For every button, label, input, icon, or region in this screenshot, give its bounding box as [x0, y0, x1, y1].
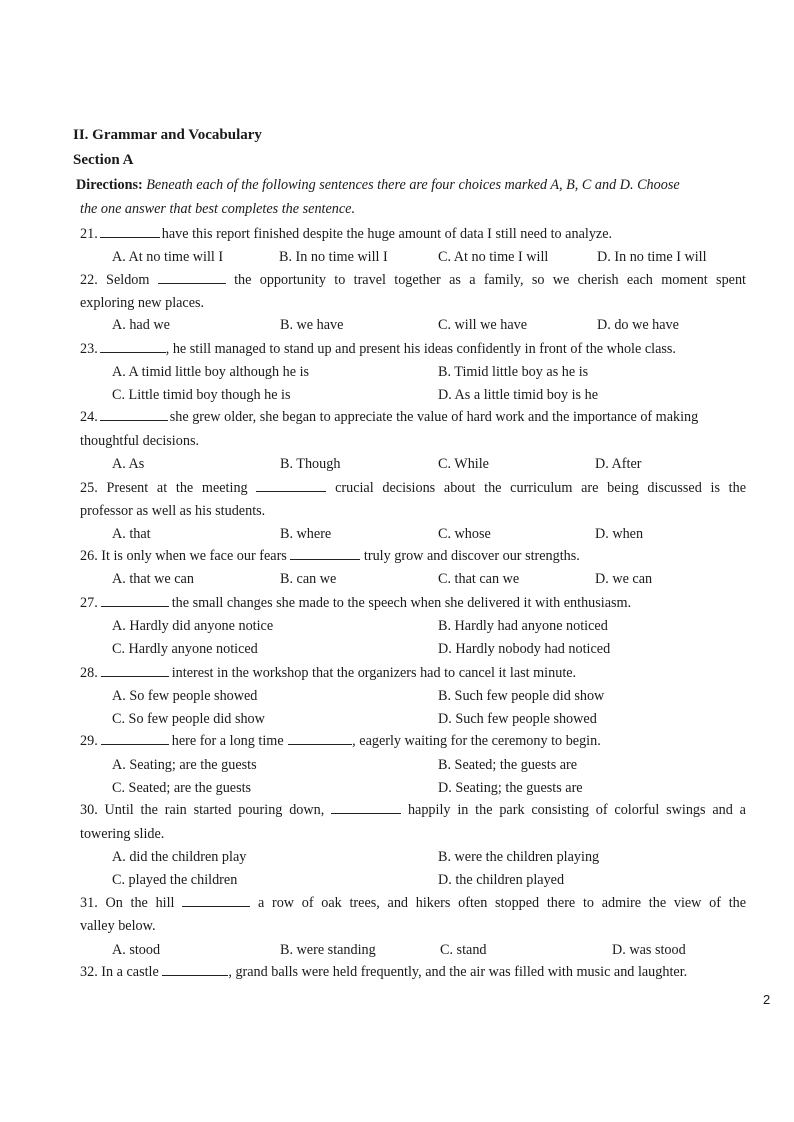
- option-25-c[interactable]: C. whose: [438, 526, 491, 542]
- section-subheading: Section A: [73, 152, 134, 168]
- answer-blank[interactable]: [288, 732, 352, 745]
- question-29: 29. here for a long time , eagerly waiting for the ceremony to begin.: [80, 733, 601, 749]
- option-30-b[interactable]: B. were the children playing: [438, 849, 600, 865]
- section-heading: II. Grammar and Vocabulary: [73, 127, 262, 143]
- option-25-b[interactable]: B. where: [280, 526, 332, 542]
- question-24: 24. she grew older, she began to appreciate the value of hard work and the importance of making: [80, 409, 699, 425]
- question-30-continued: towering slide.: [80, 826, 165, 842]
- option-21-a[interactable]: A. At no time will I: [112, 249, 224, 265]
- question-22-continued: exploring new places.: [80, 295, 205, 311]
- question-31: 31. On the hill a row of oak trees, and hikers often stopped there to admire the view of the: [80, 895, 747, 911]
- option-27-c[interactable]: C. Hardly anyone noticed: [112, 641, 258, 657]
- question-24-continued: thoughtful decisions.: [80, 433, 200, 449]
- option-27-b[interactable]: B. Hardly had anyone noticed: [438, 618, 608, 634]
- option-27-d[interactable]: D. Hardly nobody had noticed: [438, 641, 611, 657]
- option-31-c[interactable]: C. stand: [440, 942, 487, 958]
- answer-blank[interactable]: [101, 594, 169, 607]
- option-31-b[interactable]: B. were standing: [280, 942, 376, 958]
- question-28: 28. interest in the workshop that the organizers had to cancel it last minute.: [80, 665, 577, 681]
- option-28-d[interactable]: D. Such few people showed: [438, 711, 597, 727]
- option-25-d[interactable]: D. when: [595, 526, 644, 542]
- option-21-d[interactable]: D. In no time I will: [597, 249, 707, 265]
- option-24-b[interactable]: B. Though: [280, 456, 341, 472]
- option-22-c[interactable]: C. will we have: [438, 317, 528, 333]
- question-31-continued: valley below.: [80, 918, 156, 934]
- answer-blank[interactable]: [101, 732, 169, 745]
- option-28-c[interactable]: C. So few people did show: [112, 711, 265, 727]
- option-29-d[interactable]: D. Seating; the guests are: [438, 780, 583, 796]
- option-22-d[interactable]: D. do we have: [597, 317, 679, 333]
- directions-line-2: the one answer that best completes the sentence.: [80, 201, 356, 217]
- answer-blank[interactable]: [182, 894, 250, 907]
- option-22-a[interactable]: A. had we: [112, 317, 170, 333]
- option-28-b[interactable]: B. Such few people did show: [438, 688, 605, 704]
- answer-blank[interactable]: [100, 408, 168, 421]
- question-32: 32. In a castle , grand balls were held frequently, and the air was filled with music and laughter.: [80, 964, 688, 980]
- option-24-c[interactable]: C. While: [438, 456, 489, 472]
- option-24-d[interactable]: D. After: [595, 456, 642, 472]
- option-28-a[interactable]: A. So few people showed: [112, 688, 258, 704]
- answer-blank[interactable]: [158, 271, 226, 284]
- option-23-d[interactable]: D. As a little timid boy is he: [438, 387, 598, 403]
- option-25-a[interactable]: A. that: [112, 526, 151, 542]
- option-23-c[interactable]: C. Little timid boy though he is: [112, 387, 291, 403]
- option-29-b[interactable]: B. Seated; the guests are: [438, 757, 578, 773]
- question-26: 26. It is only when we face our fears truly grow and discover our strengths.: [80, 548, 580, 564]
- option-22-b[interactable]: B. we have: [280, 317, 344, 333]
- answer-blank[interactable]: [256, 479, 326, 492]
- option-21-b[interactable]: B. In no time will I: [279, 249, 388, 265]
- answer-blank[interactable]: [100, 340, 166, 353]
- option-31-a[interactable]: A. stood: [112, 942, 161, 958]
- question-22: 22. Seldom the opportunity to travel together as a family, so we cherish each moment spent: [80, 272, 747, 288]
- directions-label: Directions:: [76, 177, 143, 193]
- option-31-d[interactable]: D. was stood: [612, 942, 686, 958]
- answer-blank[interactable]: [100, 225, 160, 238]
- directions-text-1: Beneath each of the following sentences there are four choices marked A, B, C and D. Choose: [146, 177, 680, 193]
- question-25: 25. Present at the meeting crucial decisions about the curriculum are being discussed is the: [80, 480, 747, 496]
- directions-line-1: [76, 176, 680, 194]
- question-21: 21. have this report finished despite the huge amount of data I still need to analyze.: [80, 226, 613, 242]
- answer-blank[interactable]: [290, 547, 360, 560]
- page-number: 2: [763, 992, 771, 1007]
- question-27: 27. the small changes she made to the speech when she delivered it with enthusiasm.: [80, 595, 632, 611]
- option-26-a[interactable]: A. that we can: [112, 571, 194, 587]
- option-26-b[interactable]: B. can we: [280, 571, 337, 587]
- question-23: 23. , he still managed to stand up and present his ideas confidently in front of the whole class.: [80, 341, 676, 357]
- option-26-d[interactable]: D. we can: [595, 571, 653, 587]
- option-24-a[interactable]: A. As: [112, 456, 145, 472]
- option-23-b[interactable]: B. Timid little boy as he is: [438, 364, 589, 380]
- option-23-a[interactable]: A. A timid little boy although he is: [112, 364, 310, 380]
- answer-blank[interactable]: [331, 801, 401, 814]
- option-26-c[interactable]: C. that can we: [438, 571, 520, 587]
- answer-blank[interactable]: [162, 963, 228, 976]
- option-27-a[interactable]: A. Hardly did anyone notice: [112, 618, 274, 634]
- question-30: 30. Until the rain started pouring down, happily in the park consisting of colorful swings and a: [80, 802, 746, 818]
- option-30-a[interactable]: A. did the children play: [112, 849, 247, 865]
- option-30-d[interactable]: D. the children played: [438, 872, 565, 888]
- option-29-a[interactable]: A. Seating; are the guests: [112, 757, 257, 773]
- option-29-c[interactable]: C. Seated; are the guests: [112, 780, 252, 796]
- question-25-continued: professor as well as his students.: [80, 503, 266, 519]
- option-30-c[interactable]: C. played the children: [112, 872, 238, 888]
- option-21-c[interactable]: C. At no time I will: [438, 249, 549, 265]
- answer-blank[interactable]: [101, 664, 169, 677]
